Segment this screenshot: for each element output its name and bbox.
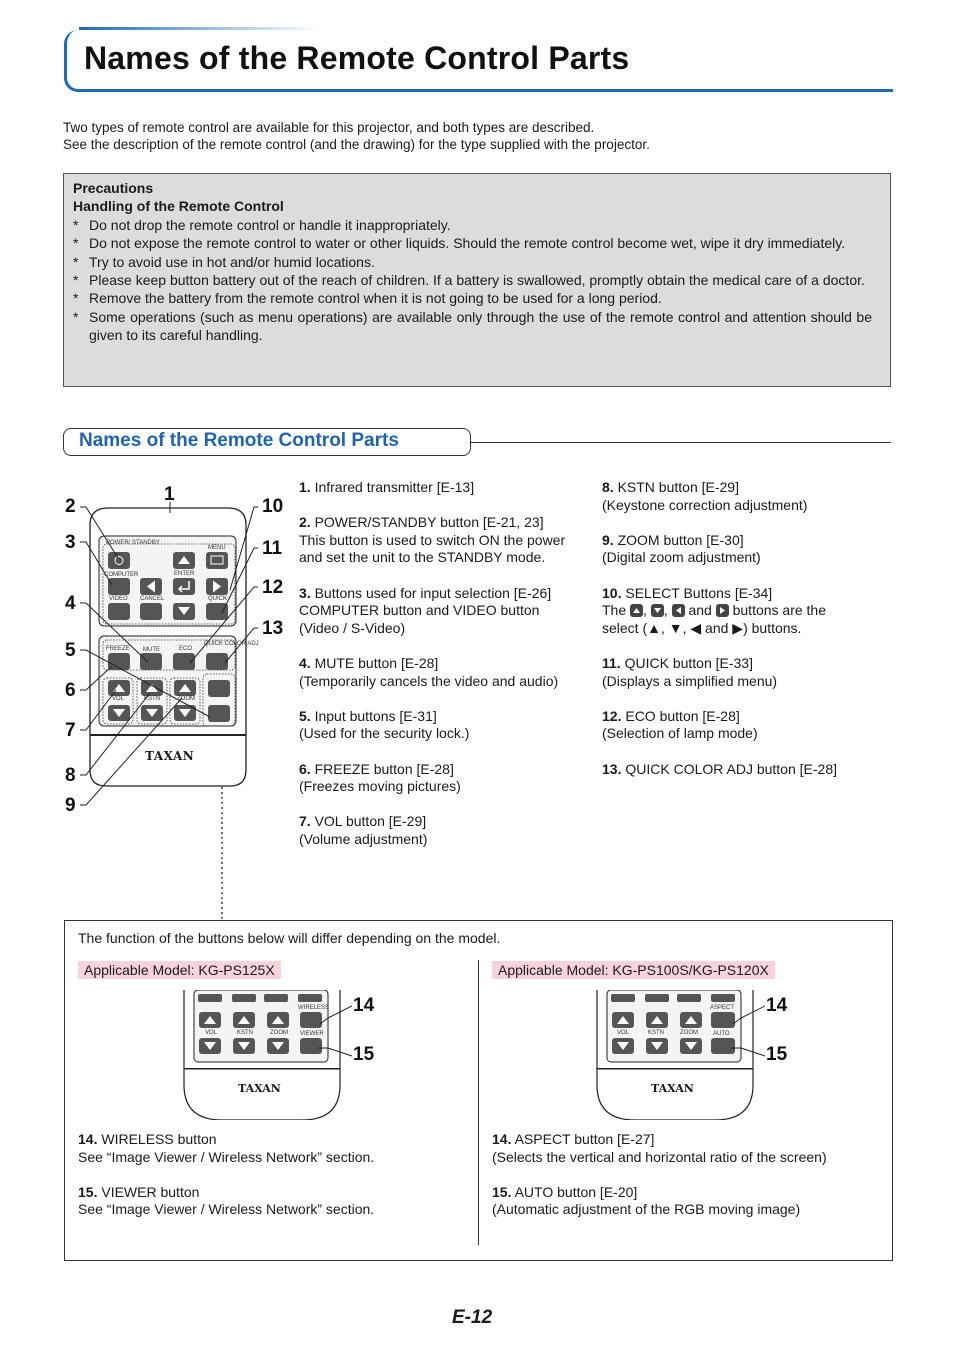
description-item: 14. ASPECT button [E-27] (Selects the vertical and horizontal ratio of the screen) <box>492 1131 827 1165</box>
description-item: 11. QUICK button [E-33] (Displays a simplified menu) <box>602 654 778 689</box>
precaution-item: * Try to avoid use in hot and/or humid locations. <box>73 253 375 270</box>
callout-7: 7 <box>65 720 76 741</box>
input-button[interactable] <box>208 680 230 697</box>
callout-10: 10 <box>262 496 284 517</box>
description-item: 4. MUTE button [E-28] (Temporarily cancels the video and audio) <box>299 654 559 689</box>
brand-logo: TAXAN <box>238 1082 281 1095</box>
descriptions-right <box>602 479 892 796</box>
callout-14: 14 <box>353 995 375 1016</box>
auto-label: AUTO <box>713 1031 730 1037</box>
callout-14: 14 <box>766 995 788 1016</box>
viewer-label: VIEWER <box>300 1031 324 1037</box>
model-label-right: Applicable Model: KG-PS100S/KG-PS120X <box>492 961 775 979</box>
zoom-label: ZOOM <box>680 1030 698 1036</box>
descriptions-left <box>299 479 594 866</box>
left-button-icon <box>672 604 685 617</box>
callout-15: 15 <box>353 1044 375 1065</box>
kstn-label: KSTN <box>144 696 161 702</box>
precaution-item: * Some operations (such as menu operations) are available only through the use of the remote control and attention should be given to its careful handling. <box>73 308 872 344</box>
callout-3: 3 <box>65 532 76 553</box>
callout-8: 8 <box>65 765 76 786</box>
page-number: E-12 <box>452 1307 493 1328</box>
quick-color-label: QUICK COLOR ADJ <box>204 641 259 647</box>
intro-text <box>63 119 883 153</box>
description-item: 8. KSTN button [E-29] (Keystone correction adjustment) <box>602 479 808 513</box>
zoom-label: ZOOM <box>270 1030 288 1036</box>
power-button[interactable] <box>108 552 130 569</box>
wireless-label: WIRELESS <box>298 1005 330 1011</box>
menu-label: MENU <box>208 545 226 551</box>
kstn-label: KSTN <box>648 1030 665 1036</box>
enter-label: ENTER <box>174 571 195 577</box>
description-item: 1. Infrared transmitter [E-13] <box>299 479 475 495</box>
mute-button[interactable] <box>140 653 162 670</box>
precautions-subheading: Handling of the Remote Control <box>73 198 284 215</box>
callout-12: 12 <box>262 577 284 598</box>
brand-logo: TAXAN <box>145 749 195 763</box>
freeze-label: FREEZE <box>106 646 130 652</box>
remote-divider <box>90 734 246 736</box>
description-item: 15. AUTO button [E-20] (Automatic adjustment of the RGB moving image) <box>492 1183 801 1218</box>
eco-label: ECO <box>179 646 193 652</box>
model-note: The function of the buttons below will differ depending on the model. <box>78 930 501 946</box>
precaution-item: * Do not drop the remote control or handle it inappropriately. <box>73 216 451 233</box>
right-button-icon <box>716 604 729 617</box>
precaution-item: * Please keep button battery out of the reach of children. If a battery is swallowed, promptly obtain the medical care of a doctor. <box>73 272 865 289</box>
description-item: 9. ZOOM button [E-30] (Digital zoom adjustment) <box>602 531 761 566</box>
description-item: 5. Input buttons [E-31] (Used for the security lock.) <box>299 707 470 742</box>
aspect-label: ASPECT <box>710 1005 735 1011</box>
callout-1: 1 <box>164 484 175 505</box>
vol-label: VOL <box>205 1030 218 1036</box>
model-label-left: Applicable Model: KG-PS125X <box>78 961 281 979</box>
callout-2: 2 <box>65 496 76 517</box>
callout-4: 4 <box>65 593 76 614</box>
video-label: VIDEO <box>109 596 128 602</box>
bullet: * <box>73 308 79 325</box>
description-item: 13. QUICK COLOR ADJ button [E-28] <box>602 760 837 777</box>
callout-6: 6 <box>65 680 76 701</box>
cancel-label: CANCEL <box>140 596 165 602</box>
model-left-descriptions <box>78 1131 473 1219</box>
bullet: * <box>73 216 79 233</box>
computer-button[interactable] <box>108 578 130 595</box>
section-rule <box>471 442 891 443</box>
description-item: 10. SELECT Buttons [E-34] The , , and buttons are the select (▲, ▼, ◀ and ▶) buttons. <box>602 584 827 636</box>
description-item: 12. ECO button [E-28] (Selection of lamp mode) <box>602 707 758 742</box>
quick-color-button[interactable] <box>206 653 228 670</box>
computer-label: COMPUTER <box>104 572 139 578</box>
zoom-label: ZOOM <box>177 696 195 702</box>
page-title: Names of the Remote Control Parts <box>84 40 630 76</box>
bullet: * <box>73 272 79 289</box>
remote-partial-right <box>595 990 765 1120</box>
precaution-item: * Remove the battery from the remote control when it is not going to be used for a long period. <box>73 290 662 307</box>
mute-label: MUTE <box>143 647 160 653</box>
menu-button[interactable] <box>206 552 228 569</box>
up-button-icon <box>630 604 643 617</box>
enter-button[interactable] <box>173 578 195 595</box>
section-title: Names of the Remote Control Parts <box>79 430 399 451</box>
vol-label: VOL <box>112 696 125 702</box>
model-divider <box>478 960 479 1245</box>
quick-label: QUICK <box>208 596 228 602</box>
description-item: 2. POWER/STANDBY button [E-21, 23] This button is used to switch ON the power and set the unit to the STANDBY mode. <box>299 514 566 566</box>
input-button[interactable] <box>208 705 230 722</box>
brand-logo: TAXAN <box>651 1082 694 1095</box>
vol-label: VOL <box>617 1030 630 1036</box>
precaution-item: * Do not expose the remote control to water or other liquids. Should the remote control become wet, wipe it dry immediately. <box>73 235 846 252</box>
cancel-button[interactable] <box>140 603 162 620</box>
bullet: * <box>73 235 79 252</box>
callout-5: 5 <box>65 640 76 661</box>
callout-13: 13 <box>262 618 284 639</box>
callout-11: 11 <box>262 538 283 559</box>
intro-line-2: See the description of the remote control (and the drawing) for the type supplied with the projector. <box>63 137 650 152</box>
bullet: * <box>73 290 79 307</box>
down-button-icon <box>651 604 664 617</box>
callout-15: 15 <box>766 1044 788 1065</box>
description-item: 3. Buttons used for input selection [E-26] COMPUTER button and VIDEO button (Video / S-Video) <box>299 584 552 636</box>
description-item: 6. FREEZE button [E-28] (Freezes moving pictures) <box>299 760 461 795</box>
intro-line-1: Two types of remote control are available for this projector, and both types are described. <box>63 120 595 135</box>
description-item: 14. WIRELESS button See “Image Viewer / Wireless Network” section. <box>78 1131 375 1165</box>
precautions-heading: Precautions <box>73 180 154 196</box>
model-right-descriptions <box>492 1131 887 1219</box>
bullet: * <box>73 253 79 270</box>
precautions-box <box>63 173 891 387</box>
description-item: 15. VIEWER button See “Image Viewer / Wireless Network” section. <box>78 1183 375 1218</box>
callout-9: 9 <box>65 795 76 816</box>
quick-button[interactable] <box>206 603 228 620</box>
power-label: POWER/ STANDBY <box>106 540 160 546</box>
kstn-label: KSTN <box>237 1030 254 1036</box>
video-button[interactable] <box>108 603 130 620</box>
description-item: 7. VOL button [E-29] (Volume adjustment) <box>299 813 428 847</box>
